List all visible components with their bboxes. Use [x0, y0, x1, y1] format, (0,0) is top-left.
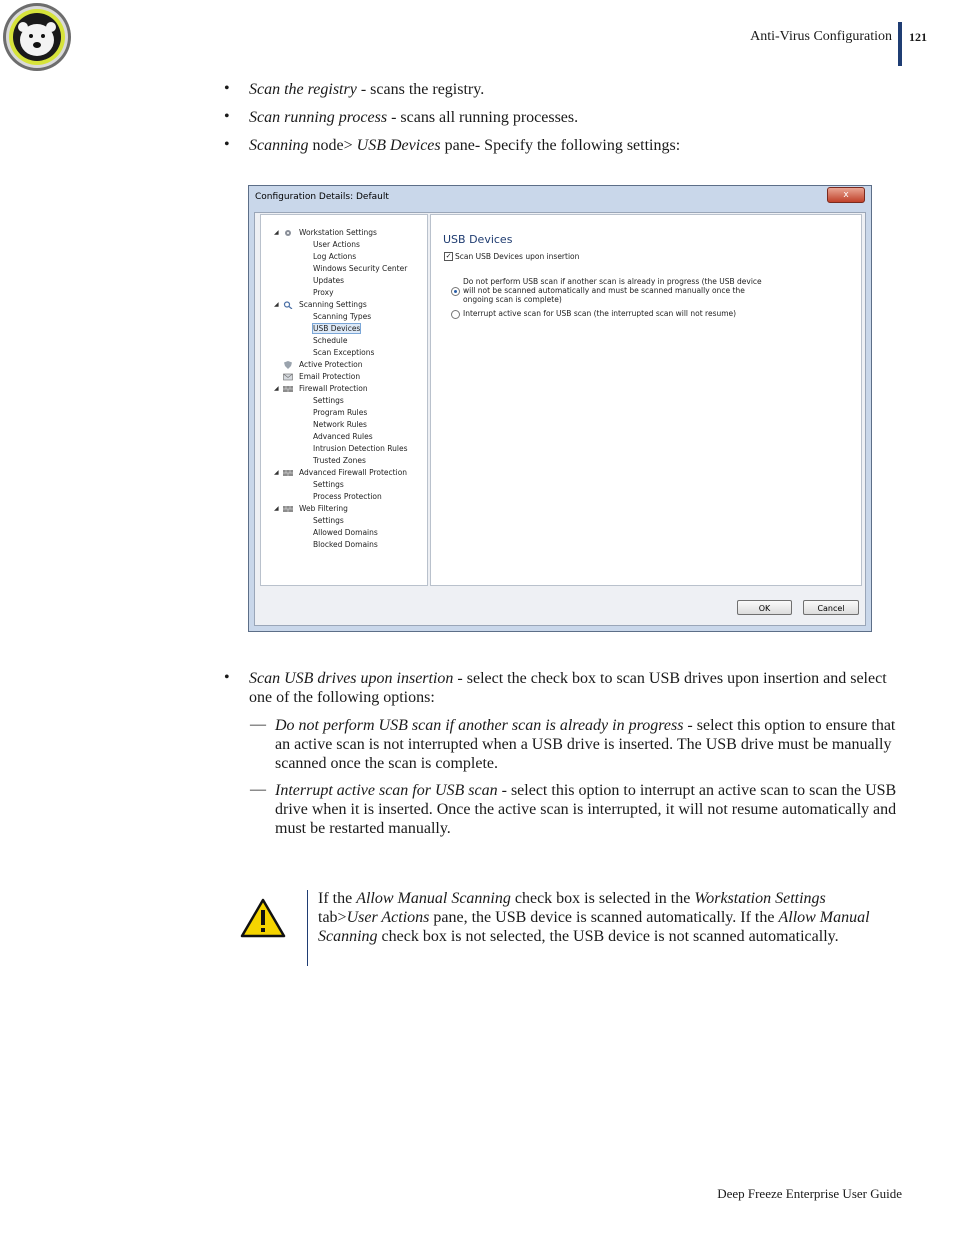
firewall-icon [283, 505, 293, 513]
scan-usb-checkbox-label: Scan USB Devices upon insertion [455, 252, 580, 261]
sub-option-do-not-perform: Do not perform USB scan if another scan is already in progress - select this option to ensure that an active scan is not interrupted when a USB drive is inserted. The USB drive must be manually scanned once the scan is complete. [275, 717, 896, 772]
tree-node[interactable]: Email Protection [299, 372, 361, 381]
tree-node[interactable]: Advanced Rules [313, 432, 373, 441]
tree-node[interactable]: Active Protection [299, 360, 363, 369]
bullet-dot: • [224, 669, 230, 686]
radio-do-not-perform[interactable] [451, 287, 460, 296]
shield-icon [283, 361, 293, 369]
polar-bear-logo-icon [2, 2, 72, 72]
tree-node[interactable]: Settings [313, 396, 344, 405]
sub-dash: — [250, 716, 266, 733]
tree-node[interactable]: Web Filtering [299, 504, 348, 513]
radio-interrupt-label: Interrupt active scan for USB scan (the interrupted scan will not resume) [463, 309, 737, 318]
tree-node[interactable]: Advanced Firewall Protection [299, 468, 408, 477]
expand-triangle-icon[interactable]: ◢ [274, 505, 279, 512]
tree-node[interactable]: Workstation Settings [299, 228, 377, 237]
bullet-scan-usb-drives: Scan USB drives upon insertion - select the check box to scan USB drives upon insertion and select one of the following options: [249, 670, 887, 706]
tree-node[interactable]: Intrusion Detection Rules [313, 444, 408, 453]
tree-node[interactable]: Settings [313, 480, 344, 489]
tree-node[interactable]: Trusted Zones [313, 456, 366, 465]
sub-option-interrupt: Interrupt active scan for USB scan - select this option to interrupt an active scan to scan the USB drive when it is inserted. Once the active scan is interrupted, it will not resume automatically and must be restarted manually. [275, 782, 897, 837]
footer-guide-title: Deep Freeze Enterprise User Guide [717, 1186, 902, 1201]
cancel-button[interactable]: Cancel [803, 600, 859, 615]
bullet-dot: • [224, 108, 230, 125]
radio-do-not-perform-label: Do not perform USB scan if another scan is already in progress (the USB device will not be scanned automatically and must be scanned manually once the ongoing scan is complete) [463, 277, 762, 304]
bullet-scan-registry: Scan the registry - scans the registry. [249, 81, 485, 98]
expand-triangle-icon[interactable]: ◢ [274, 229, 279, 236]
gear-icon [283, 229, 293, 237]
usb-devices-pane [430, 214, 862, 586]
tree-node[interactable]: USB Devices [313, 324, 361, 333]
tree-node[interactable]: User Actions [313, 240, 360, 249]
expand-triangle-icon[interactable]: ◢ [274, 469, 279, 476]
tree-node[interactable]: Scan Exceptions [313, 348, 375, 357]
tree-node[interactable]: Allowed Domains [313, 528, 378, 537]
tree-node[interactable]: Windows Security Center [313, 264, 408, 273]
warning-icon [240, 898, 286, 938]
tree-node[interactable]: Log Actions [313, 252, 357, 261]
bullet-usb-devices-pane: Scanning node> USB Devices pane- Specify the following settings: [249, 137, 681, 154]
tree-node[interactable]: Updates [313, 276, 345, 285]
bullet-scan-running-process: Scan running process - scans all running processes. [249, 109, 579, 126]
envelope-icon [283, 373, 293, 381]
dialog-body [254, 212, 866, 626]
pane-title: USB Devices [443, 233, 513, 246]
note-divider [307, 890, 308, 966]
tree-node[interactable]: Process Protection [313, 492, 382, 501]
tree-node[interactable]: Network Rules [313, 420, 367, 429]
configuration-dialog [248, 185, 872, 632]
page-number: 121 [909, 30, 927, 44]
tree-node[interactable]: Scanning Types [313, 312, 372, 321]
tree-node[interactable]: Proxy [313, 288, 334, 297]
dialog-title: Configuration Details: Default [255, 192, 389, 202]
tree-node[interactable]: Program Rules [313, 408, 368, 417]
tree-node[interactable]: Schedule [313, 336, 348, 345]
bullet-dot: • [224, 80, 230, 97]
ok-button[interactable]: OK [737, 600, 792, 615]
expand-triangle-icon[interactable]: ◢ [274, 301, 279, 308]
scan-usb-checkbox[interactable]: ✓ [445, 252, 452, 260]
settings-tree [260, 214, 428, 586]
tree-node[interactable]: Settings [313, 516, 344, 525]
tree-node[interactable]: Firewall Protection [299, 384, 368, 393]
sub-dash: — [250, 781, 266, 798]
expand-triangle-icon[interactable]: ◢ [274, 385, 279, 392]
tree-node[interactable]: Blocked Domains [313, 540, 378, 549]
firewall-icon [283, 385, 293, 393]
dialog-close-button[interactable]: x [827, 187, 865, 203]
radio-interrupt-active-scan[interactable] [451, 310, 460, 319]
firewall-icon [283, 469, 293, 477]
header-accent-bar [898, 22, 902, 66]
tree-node[interactable]: Scanning Settings [299, 300, 367, 309]
header-section-title: Anti-Virus Configuration [750, 29, 892, 44]
scan-icon [283, 301, 293, 309]
bullet-dot: • [224, 136, 230, 153]
note-text: If the Allow Manual Scanning check box is selected in the Workstation Settings tab>User Actions pane, the USB device is scanned automatically. If the Allow Manual Scanning check box is not selected, the USB device is not scanned automatically. [318, 890, 870, 945]
